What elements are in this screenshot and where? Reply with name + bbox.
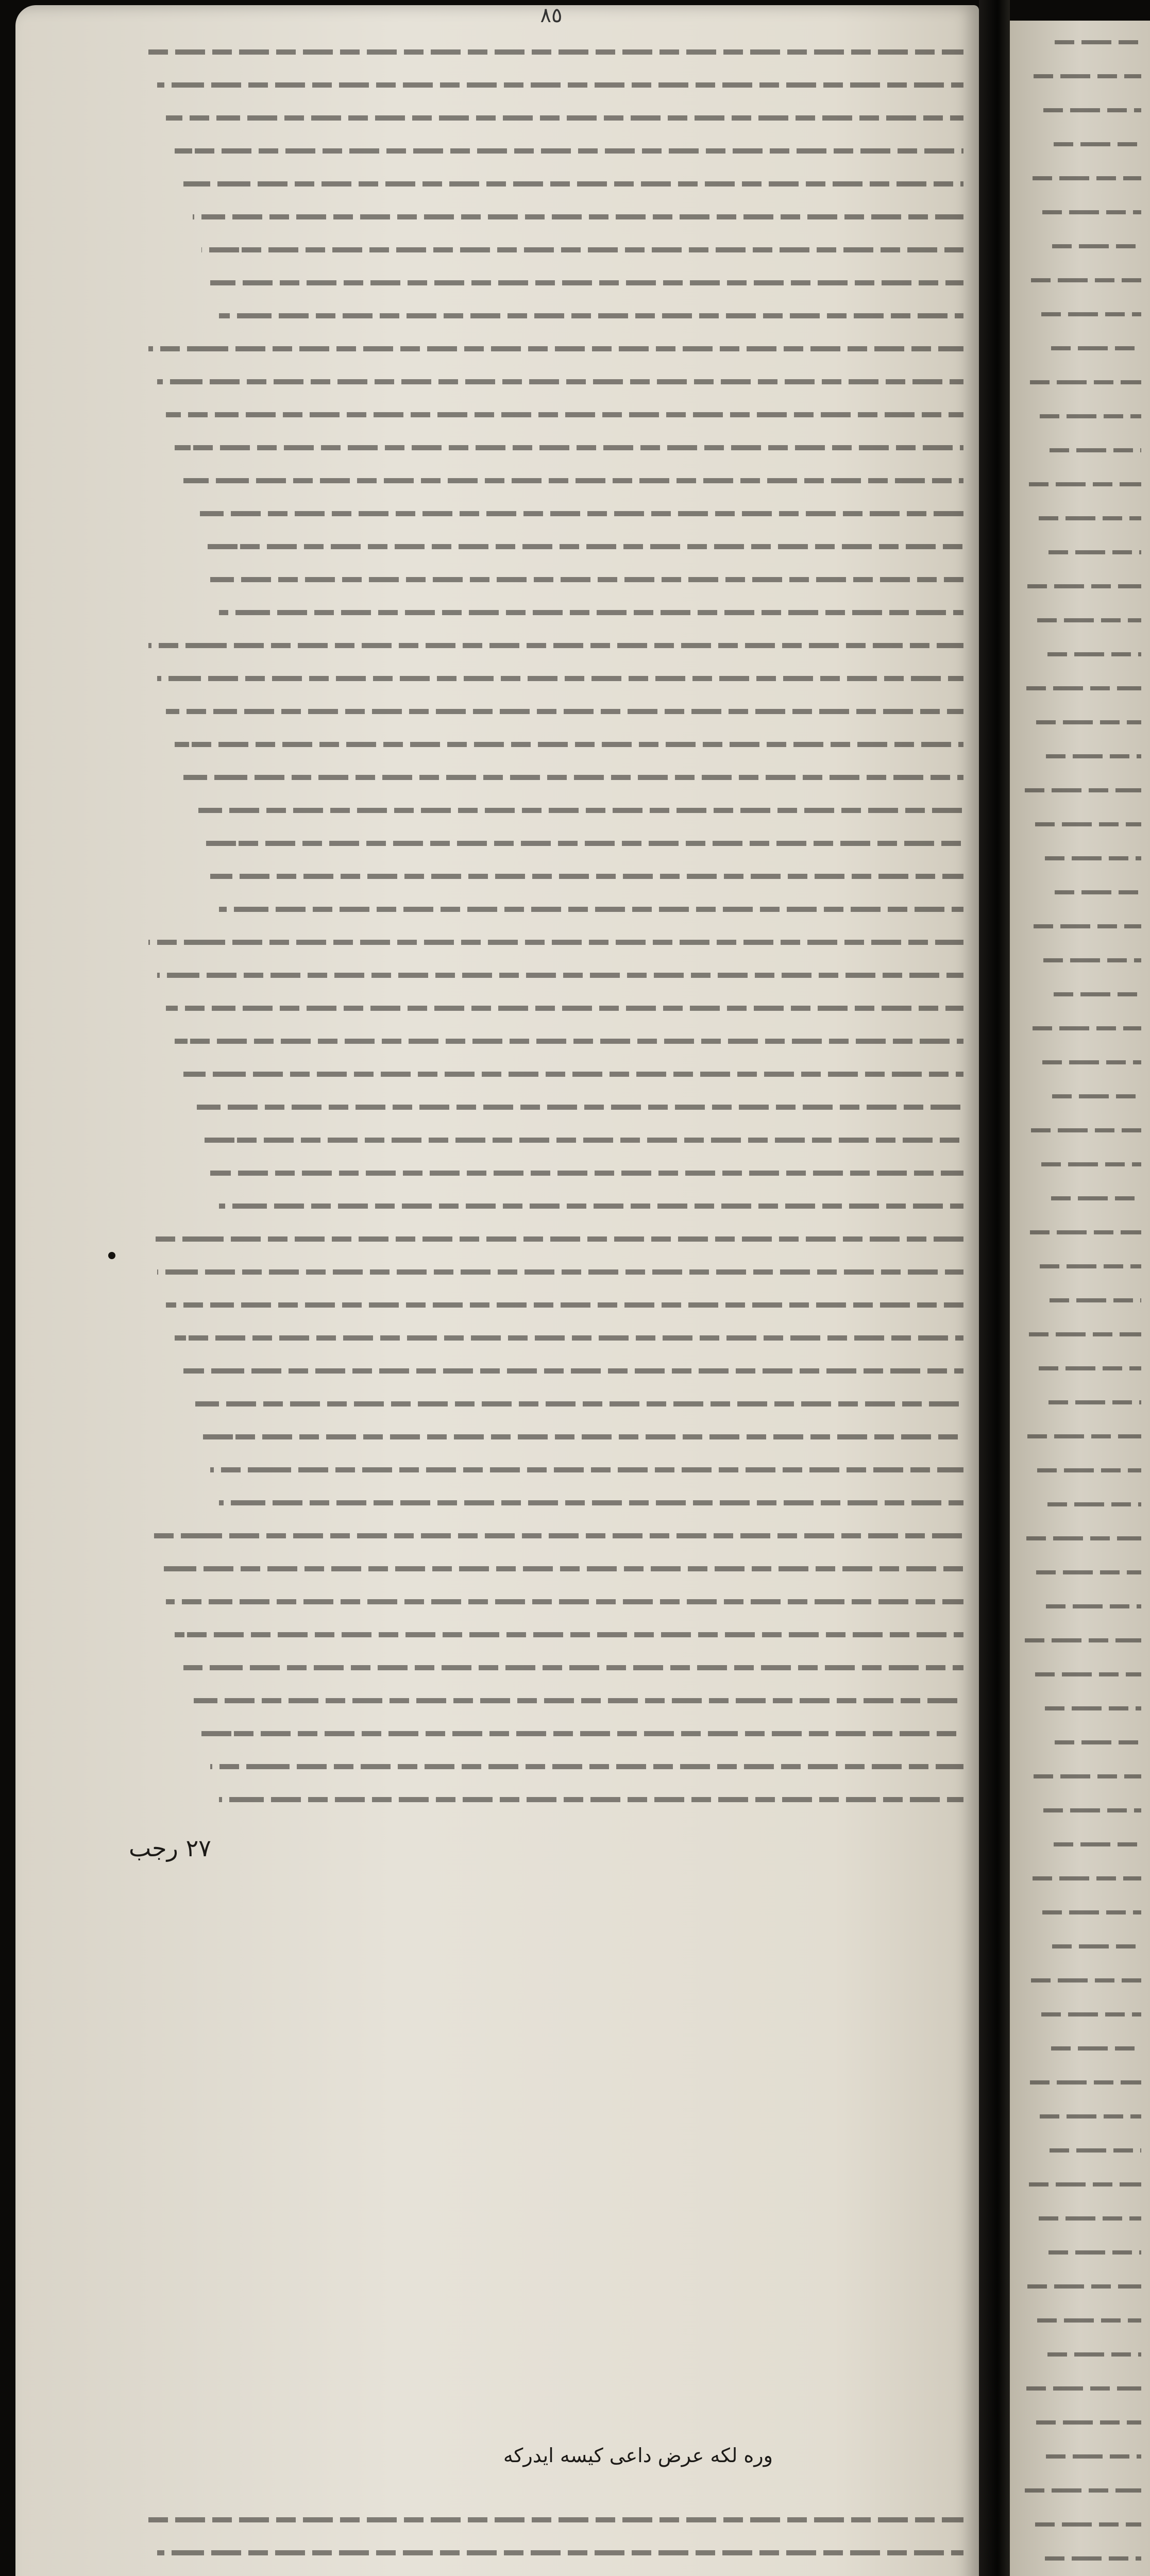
facing-page-line xyxy=(1018,949,1141,972)
book-binding-gutter xyxy=(979,0,1010,2576)
handwriting-stroke xyxy=(175,742,963,747)
main-entry-line xyxy=(77,728,963,755)
handwriting-stroke xyxy=(1040,1264,1141,1268)
handwriting-stroke xyxy=(193,1401,963,1406)
handwriting-stroke xyxy=(1042,210,1141,214)
facing-page-line xyxy=(1018,473,1141,496)
main-entry-line xyxy=(77,498,963,524)
handwriting-stroke xyxy=(148,346,963,351)
facing-page-line xyxy=(1018,1051,1141,1074)
facing-page-notes xyxy=(1018,31,1141,2576)
handwriting-stroke xyxy=(210,577,963,582)
handwriting-stroke xyxy=(1047,2352,1141,2357)
facing-page-line xyxy=(1018,1459,1141,1482)
main-entry-line xyxy=(77,1685,963,1711)
handwriting-stroke xyxy=(1031,1128,1141,1132)
handwriting-stroke xyxy=(175,148,963,154)
facing-page-line xyxy=(1018,99,1141,122)
handwriting-stroke xyxy=(183,775,963,780)
main-entry-line xyxy=(77,1421,963,1448)
handwriting-stroke xyxy=(148,49,963,55)
handwriting-stroke xyxy=(1034,74,1141,78)
facing-page-line xyxy=(1018,983,1141,1006)
facing-page-line xyxy=(1018,1391,1141,1414)
handwriting-stroke xyxy=(1048,550,1141,554)
handwriting-stroke xyxy=(1029,482,1141,486)
handwriting-stroke xyxy=(219,907,963,912)
facing-page-line xyxy=(1018,1425,1141,1448)
main-entry-line xyxy=(77,1487,963,1514)
handwriting-stroke xyxy=(1030,2080,1141,2084)
facing-page-line xyxy=(1018,643,1141,666)
main-entry-date: ٢٧ رجب xyxy=(129,1834,211,1862)
handwriting-stroke xyxy=(175,1039,963,1044)
main-entry-line xyxy=(77,696,963,722)
facing-page-line xyxy=(1018,1833,1141,1856)
handwriting-stroke xyxy=(1055,40,1141,44)
handwriting-stroke xyxy=(193,214,963,219)
handwriting-stroke xyxy=(1026,2386,1141,2391)
main-entry-line xyxy=(77,1058,963,1085)
facing-page-line xyxy=(1018,1901,1141,1924)
main-entry-line xyxy=(77,168,963,195)
facing-page-line xyxy=(1018,779,1141,802)
facing-page-line xyxy=(1018,881,1141,904)
handwriting-stroke xyxy=(166,1599,963,1604)
handwriting-stroke xyxy=(1035,822,1141,826)
facing-page-line xyxy=(1018,677,1141,700)
main-entry-line xyxy=(77,1652,963,1679)
handwriting-stroke xyxy=(1033,176,1141,180)
main-entry-line xyxy=(77,926,963,953)
facing-page-line xyxy=(1018,1357,1141,1380)
handwriting-stroke xyxy=(1054,1842,1141,1846)
handwriting-stroke xyxy=(1027,2284,1141,2289)
handwriting-stroke xyxy=(1050,448,1141,452)
facing-page-line xyxy=(1018,2241,1141,2264)
facing-page-line xyxy=(1018,1799,1141,1822)
facing-page-line xyxy=(1018,609,1141,632)
main-entry-line xyxy=(77,1025,963,1052)
handwriting-stroke xyxy=(1041,1162,1141,1166)
handwriting-stroke xyxy=(219,1204,963,1209)
handwriting-stroke xyxy=(1037,1468,1141,1472)
main-entry-line xyxy=(77,1091,963,1118)
facing-page-line xyxy=(1018,1663,1141,1686)
handwriting-stroke xyxy=(1037,618,1141,622)
main-entry-line xyxy=(77,399,963,426)
handwriting-stroke xyxy=(210,1171,963,1176)
facing-page-line xyxy=(1018,303,1141,326)
facing-page-line xyxy=(1018,439,1141,462)
handwriting-stroke xyxy=(201,247,963,252)
handwriting-stroke xyxy=(1034,924,1141,928)
handwriting-stroke xyxy=(157,2550,963,2555)
handwriting-stroke xyxy=(1047,1502,1141,1506)
handwriting-stroke xyxy=(1046,2454,1141,2459)
handwriting-stroke xyxy=(1033,1876,1141,1880)
handwriting-stroke xyxy=(148,2517,963,2522)
facing-page-line xyxy=(1018,31,1141,54)
main-entry-line xyxy=(77,794,963,821)
handwriting-stroke xyxy=(1045,856,1141,860)
handwriting-stroke xyxy=(157,1269,963,1275)
handwriting-stroke xyxy=(1045,2556,1141,2561)
main-entry-line xyxy=(77,300,963,327)
main-entry-line xyxy=(77,531,963,557)
facing-page-line xyxy=(1018,1255,1141,1278)
facing-page-line xyxy=(1018,541,1141,564)
handwriting-stroke xyxy=(148,643,963,648)
handwriting-stroke xyxy=(1052,1944,1141,1948)
handwriting-stroke xyxy=(1029,1332,1141,1336)
main-entry-line xyxy=(77,1553,963,1580)
handwriting-stroke xyxy=(166,1302,963,1308)
second-entry-line xyxy=(77,2537,963,2564)
facing-page-line xyxy=(1018,2105,1141,2128)
main-entry-line xyxy=(77,959,963,986)
main-entry-line xyxy=(77,69,963,96)
handwriting-stroke xyxy=(201,1138,963,1143)
facing-page-line xyxy=(1018,1153,1141,1176)
handwriting-stroke xyxy=(201,1434,963,1439)
facing-page-line xyxy=(1018,1867,1141,1890)
handwriting-stroke xyxy=(1054,992,1141,996)
main-entry-line xyxy=(77,564,963,590)
facing-page-line xyxy=(1018,847,1141,870)
handwriting-stroke xyxy=(1048,1400,1141,1404)
handwriting-stroke xyxy=(193,511,963,516)
facing-page-line xyxy=(1018,1017,1141,1040)
handwriting-stroke xyxy=(183,1368,963,1374)
main-entry-line xyxy=(77,201,963,228)
handwriting-stroke xyxy=(1025,1638,1141,1642)
main-entry-line xyxy=(77,992,963,1019)
handwriting-stroke xyxy=(1027,584,1141,588)
facing-page-line xyxy=(1018,575,1141,598)
handwriting-stroke xyxy=(1041,312,1141,316)
facing-page-line xyxy=(1018,2547,1141,2570)
handwriting-stroke xyxy=(219,1797,963,1802)
handwriting-stroke xyxy=(148,1533,963,1538)
handwriting-stroke xyxy=(1026,1536,1141,1540)
handwriting-stroke xyxy=(175,1335,963,1341)
facing-page-line xyxy=(1018,201,1141,224)
handwriting-stroke xyxy=(1043,108,1141,112)
handwriting-stroke xyxy=(1037,2318,1141,2323)
facing-page-line xyxy=(1018,337,1141,360)
handwriting-stroke xyxy=(1042,1060,1141,1064)
main-entry-text xyxy=(77,36,963,1817)
handwriting-stroke xyxy=(1030,1230,1141,1234)
facing-page-line xyxy=(1018,1289,1141,1312)
facing-page-line xyxy=(1018,405,1141,428)
second-entry-line xyxy=(77,2570,963,2576)
handwriting-stroke xyxy=(1027,1434,1141,1438)
handwriting-stroke xyxy=(157,973,963,978)
main-entry-line xyxy=(77,432,963,459)
main-entry-line xyxy=(77,1322,963,1349)
second-entry-heading-text: وره لکه عرض داعی کیسه ایدرکه xyxy=(503,2444,773,2467)
handwriting-stroke xyxy=(183,478,963,483)
facing-page-line xyxy=(1018,1595,1141,1618)
main-entry-line xyxy=(77,1223,963,1250)
main-entry-line xyxy=(77,893,963,920)
main-entry-line xyxy=(77,1454,963,1481)
second-entry-text xyxy=(77,2504,963,2576)
main-entry-line xyxy=(77,597,963,623)
handwriting-stroke xyxy=(201,841,963,846)
handwriting-stroke xyxy=(219,610,963,615)
handwriting-stroke xyxy=(148,940,963,945)
handwriting-stroke xyxy=(183,1072,963,1077)
facing-page-line xyxy=(1018,65,1141,88)
main-entry-line xyxy=(77,333,963,360)
main-entry-line xyxy=(77,1586,963,1613)
handwriting-stroke xyxy=(1040,414,1141,418)
handwriting-stroke xyxy=(1051,2046,1141,2050)
handwriting-stroke xyxy=(193,1698,963,1703)
facing-page-line xyxy=(1018,371,1141,394)
handwriting-stroke xyxy=(1052,1094,1141,1098)
facing-page-line xyxy=(1018,745,1141,768)
handwriting-stroke xyxy=(1048,2250,1141,2255)
handwriting-stroke xyxy=(1030,380,1141,384)
second-entry-line xyxy=(77,2504,963,2531)
facing-page-line xyxy=(1018,1935,1141,1958)
facing-page-line xyxy=(1018,1697,1141,1720)
main-entry-line xyxy=(77,1289,963,1316)
facing-page-line xyxy=(1018,2037,1141,2060)
handwriting-stroke xyxy=(1036,720,1141,724)
handwriting-stroke xyxy=(1050,1298,1141,1302)
main-entry-line xyxy=(77,1718,963,1744)
main-entry-line xyxy=(77,102,963,129)
main-entry-line xyxy=(77,1619,963,1646)
facing-page-line xyxy=(1018,1731,1141,1754)
handwriting-stroke xyxy=(1046,754,1141,758)
facing-page-line xyxy=(1018,269,1141,292)
facing-page-line xyxy=(1018,2139,1141,2162)
handwriting-stroke xyxy=(1055,1740,1141,1744)
handwriting-stroke xyxy=(1025,788,1141,792)
handwriting-stroke xyxy=(1045,1706,1141,1710)
handwriting-stroke xyxy=(219,313,963,318)
facing-page-line xyxy=(1018,711,1141,734)
handwriting-stroke xyxy=(201,544,963,549)
facing-page-line xyxy=(1018,1085,1141,1108)
facing-page-line xyxy=(1018,2513,1141,2536)
binding-hole xyxy=(108,1252,115,1259)
handwriting-stroke xyxy=(183,181,963,187)
handwriting-stroke xyxy=(193,1105,963,1110)
handwriting-stroke xyxy=(183,1665,963,1670)
handwriting-stroke xyxy=(1047,652,1141,656)
handwriting-stroke xyxy=(201,1731,963,1736)
facing-page-line xyxy=(1018,1561,1141,1584)
main-entry-line xyxy=(77,234,963,261)
facing-page-line xyxy=(1018,1969,1141,1992)
handwriting-stroke xyxy=(175,1632,963,1637)
facing-page-line xyxy=(1018,507,1141,530)
handwriting-stroke xyxy=(1025,2488,1141,2493)
handwriting-stroke xyxy=(1040,2114,1141,2119)
facing-page-line xyxy=(1018,1187,1141,1210)
handwriting-stroke xyxy=(210,280,963,285)
facing-page-line xyxy=(1018,2071,1141,2094)
handwriting-stroke xyxy=(1039,1366,1141,1370)
facing-page-line xyxy=(1018,2479,1141,2502)
main-entry-line xyxy=(77,366,963,393)
main-entry-line xyxy=(77,860,963,887)
facing-page-line xyxy=(1018,1493,1141,1516)
handwriting-stroke xyxy=(210,1764,963,1769)
handwriting-stroke xyxy=(166,412,963,417)
handwriting-stroke xyxy=(1039,2216,1141,2221)
main-entry-line xyxy=(77,761,963,788)
handwriting-stroke xyxy=(1051,1196,1141,1200)
handwriting-stroke xyxy=(1029,2182,1141,2187)
handwriting-stroke xyxy=(1043,1808,1141,1812)
handwriting-stroke xyxy=(157,676,963,681)
facing-page-line xyxy=(1018,167,1141,190)
handwriting-stroke xyxy=(1031,278,1141,282)
handwriting-stroke xyxy=(1051,346,1141,350)
handwriting-stroke xyxy=(210,1467,963,1472)
handwriting-stroke xyxy=(1050,2148,1141,2153)
main-entry-line xyxy=(77,465,963,492)
handwriting-stroke xyxy=(1039,516,1141,520)
facing-page-line xyxy=(1018,1323,1141,1346)
handwriting-stroke xyxy=(193,808,963,813)
main-entry-line xyxy=(77,1256,963,1283)
main-entry-line xyxy=(77,135,963,162)
second-entry-heading xyxy=(309,2442,773,2475)
handwriting-stroke xyxy=(166,115,963,121)
handwriting-stroke xyxy=(1055,890,1141,894)
handwriting-stroke xyxy=(166,709,963,714)
main-entry-line xyxy=(77,1190,963,1217)
main-entry-line xyxy=(77,1520,963,1547)
facing-page-line xyxy=(1018,2309,1141,2332)
handwriting-stroke xyxy=(166,1006,963,1011)
handwriting-stroke xyxy=(219,1500,963,1505)
main-entry-line xyxy=(77,1124,963,1151)
main-entry-line xyxy=(77,1157,963,1184)
facing-page-line xyxy=(1018,235,1141,258)
facing-page-line xyxy=(1018,1221,1141,1244)
facing-page-line xyxy=(1018,2411,1141,2434)
facing-page-line xyxy=(1018,2003,1141,2026)
main-entry-line xyxy=(77,267,963,294)
handwriting-stroke xyxy=(1042,1910,1141,1914)
facing-page-line xyxy=(1018,2173,1141,2196)
facing-page-line xyxy=(1018,2377,1141,2400)
main-entry-line xyxy=(77,827,963,854)
handwriting-stroke xyxy=(1043,958,1141,962)
handwriting-stroke xyxy=(1034,1774,1141,1778)
facing-page-line xyxy=(1018,1765,1141,1788)
facing-page-line xyxy=(1018,2207,1141,2230)
facing-page-line xyxy=(1018,1527,1141,1550)
handwriting-stroke xyxy=(1036,1570,1141,1574)
main-entry-line xyxy=(77,663,963,689)
handwriting-stroke xyxy=(1036,2420,1141,2425)
facing-page-line xyxy=(1018,133,1141,156)
folio-number: ٨٥ xyxy=(540,4,563,27)
main-entry-line xyxy=(77,1751,963,1777)
facing-page-line xyxy=(1018,1119,1141,1142)
handwriting-stroke xyxy=(1031,1978,1141,1982)
main-entry-line xyxy=(77,630,963,656)
handwriting-stroke xyxy=(1026,686,1141,690)
handwriting-stroke xyxy=(1052,244,1141,248)
handwriting-stroke xyxy=(157,379,963,384)
facing-page-line xyxy=(1018,1629,1141,1652)
main-entry-line xyxy=(77,1784,963,1810)
main-entry-line xyxy=(77,36,963,63)
handwriting-stroke xyxy=(1035,2522,1141,2527)
handwriting-stroke xyxy=(1046,1604,1141,1608)
facing-page-line xyxy=(1018,2275,1141,2298)
handwriting-stroke xyxy=(157,1566,963,1571)
handwriting-stroke xyxy=(1054,142,1141,146)
facing-page-line xyxy=(1018,915,1141,938)
handwriting-stroke xyxy=(1035,1672,1141,1676)
handwriting-stroke xyxy=(175,445,963,450)
handwriting-stroke xyxy=(1041,2012,1141,2016)
facing-page-line xyxy=(1018,2343,1141,2366)
facing-page-line xyxy=(1018,813,1141,836)
handwriting-stroke xyxy=(157,82,963,88)
handwriting-stroke xyxy=(210,874,963,879)
facing-page-line xyxy=(1018,2445,1141,2468)
handwriting-stroke xyxy=(148,1236,963,1242)
main-entry-line xyxy=(77,1388,963,1415)
handwriting-stroke xyxy=(1033,1026,1141,1030)
main-entry-line xyxy=(77,1355,963,1382)
